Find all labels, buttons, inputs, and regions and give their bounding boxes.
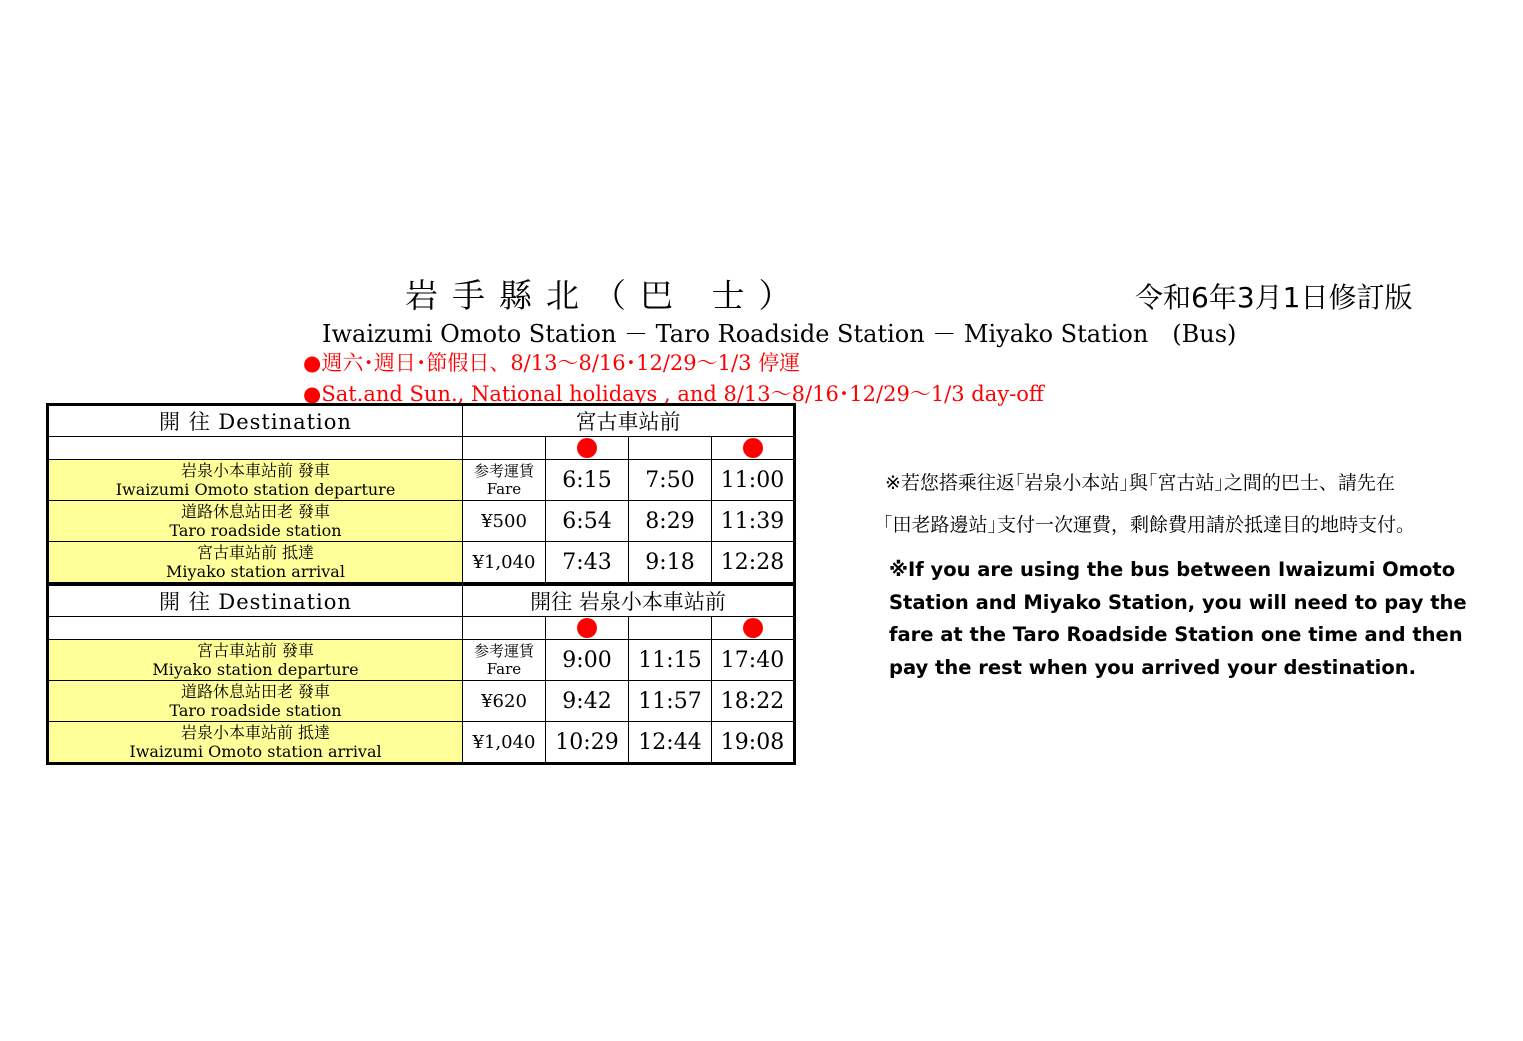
stop-name-zh: 岩泉小本車站前 抵達 [180,723,331,742]
stop-name-en: Iwaizumi Omoto station departure [115,480,396,499]
service-dot-cell [629,437,712,460]
payment-note-zh-line1: ※若您搭乘往返｢岩泉小本站｣與｢宮古站｣之間的巴士、請先在 [885,472,1395,494]
stop-name-zh: 道路休息站田老 發車 [180,502,331,521]
time-cell: 7:43 [546,542,629,584]
stop-cell [48,501,463,542]
stop-name-en: Taro roadside station [169,521,342,540]
stop-cell [48,681,463,722]
payment-note-en-line: ※If you are using the bus between Iwaizumi Omoto [889,558,1456,581]
stop-name-zh: 道路休息站田老 發車 [180,682,331,701]
time-cell: 19:08 [712,722,795,764]
notice-chinese: ●週六･週日･節假日、8/13～8/16･12/29～1/3 停運 [303,351,801,375]
payment-note-en-line: fare at the Taro Roadside Station one time and then [889,623,1463,646]
fare-header-zh: 参考運賃 [473,462,534,480]
stop-name-en: Taro roadside station [169,701,342,720]
fare-header-en: Fare [486,480,522,498]
time-cell: 8:29 [629,501,712,542]
fare-header [463,460,546,501]
stop-name-en: Miyako station departure [152,660,359,679]
stop-cell [48,460,463,501]
timetable-to-miyako [46,403,796,585]
table-row [48,640,795,681]
stop-name-en: Iwaizumi Omoto station arrival [129,742,382,761]
payment-note-en-line: Station and Miyako Station, you will need to pay the [889,590,1467,614]
revision-date: 令和6年3月1日修訂版 [1135,281,1413,314]
time-cell: 6:15 [546,460,629,501]
time-cell: 9:18 [629,542,712,584]
payment-note-zh-line2: ｢田老路邊站｣支付一次運費，剩餘費用請於抵達目的地時支付。 [883,514,1416,536]
service-dot-cell [629,617,712,640]
destination-name: 宮古車站前 [463,405,795,437]
stop-name-zh: 宮古車站前 抵達 [196,543,315,562]
time-cell: 11:57 [629,681,712,722]
stop-name-en: Miyako station arrival [166,562,345,581]
fare-cell: ¥1,040 [463,542,546,584]
destination-name: 開往 岩泉小本車站前 [463,585,795,617]
fare-header-en: Fare [486,660,522,678]
time-cell: 9:42 [546,681,629,722]
time-cell: 11:00 [712,460,795,501]
table-row [48,501,795,542]
service-dot-cell [712,437,795,460]
stop-cell [48,542,463,584]
table-row [48,681,795,722]
red-dot-icon [743,618,763,638]
table-row [48,542,795,584]
time-cell: 11:15 [629,640,712,681]
dot-row-blank [48,437,463,460]
fare-header-zh: 参考運賃 [473,642,534,660]
time-cell: 17:40 [712,640,795,681]
fare-cell: ¥1,040 [463,722,546,764]
time-cell: 11:39 [712,501,795,542]
time-cell: 18:22 [712,681,795,722]
time-cell: 12:28 [712,542,795,584]
table-row [48,460,795,501]
dot-row-blank [48,617,463,640]
payment-note-en [889,554,1489,684]
red-dot-icon [577,618,597,638]
destination-label: 開 往 Destination [48,405,463,437]
service-dot-cell [546,437,629,460]
timetable-to-iwaizumi [46,583,796,765]
stop-cell [48,722,463,764]
route-subtitle: Iwaizumi Omoto Station － Taro Roadside Station － Miyako Station (Bus) [322,320,1237,348]
red-dot-icon [577,438,597,458]
time-cell: 10:29 [546,722,629,764]
page-title: 岩手縣北（巴 士） [405,276,806,315]
time-cell: 12:44 [629,722,712,764]
time-cell: 9:00 [546,640,629,681]
table-row [48,722,795,764]
stop-name-zh: 岩泉小本車站前 發車 [180,461,331,480]
destination-label: 開 往 Destination [48,585,463,617]
fare-cell: ¥620 [463,681,546,722]
fare-cell: ¥500 [463,501,546,542]
stop-cell [48,640,463,681]
time-cell: 7:50 [629,460,712,501]
notice-english: ●Sat.and Sun., National holidays , and 8/13～8/16･12/29～1/3 day-off [303,382,1044,406]
service-dot-cell [546,617,629,640]
fare-header [463,640,546,681]
dot-row-fare-blank [463,437,546,460]
stop-name-zh: 宮古車站前 發車 [196,641,315,660]
time-cell: 6:54 [546,501,629,542]
payment-note-en-line: pay the rest when you arrived your destination. [889,655,1417,679]
dot-row-fare-blank [463,617,546,640]
red-dot-icon [743,438,763,458]
service-dot-cell [712,617,795,640]
